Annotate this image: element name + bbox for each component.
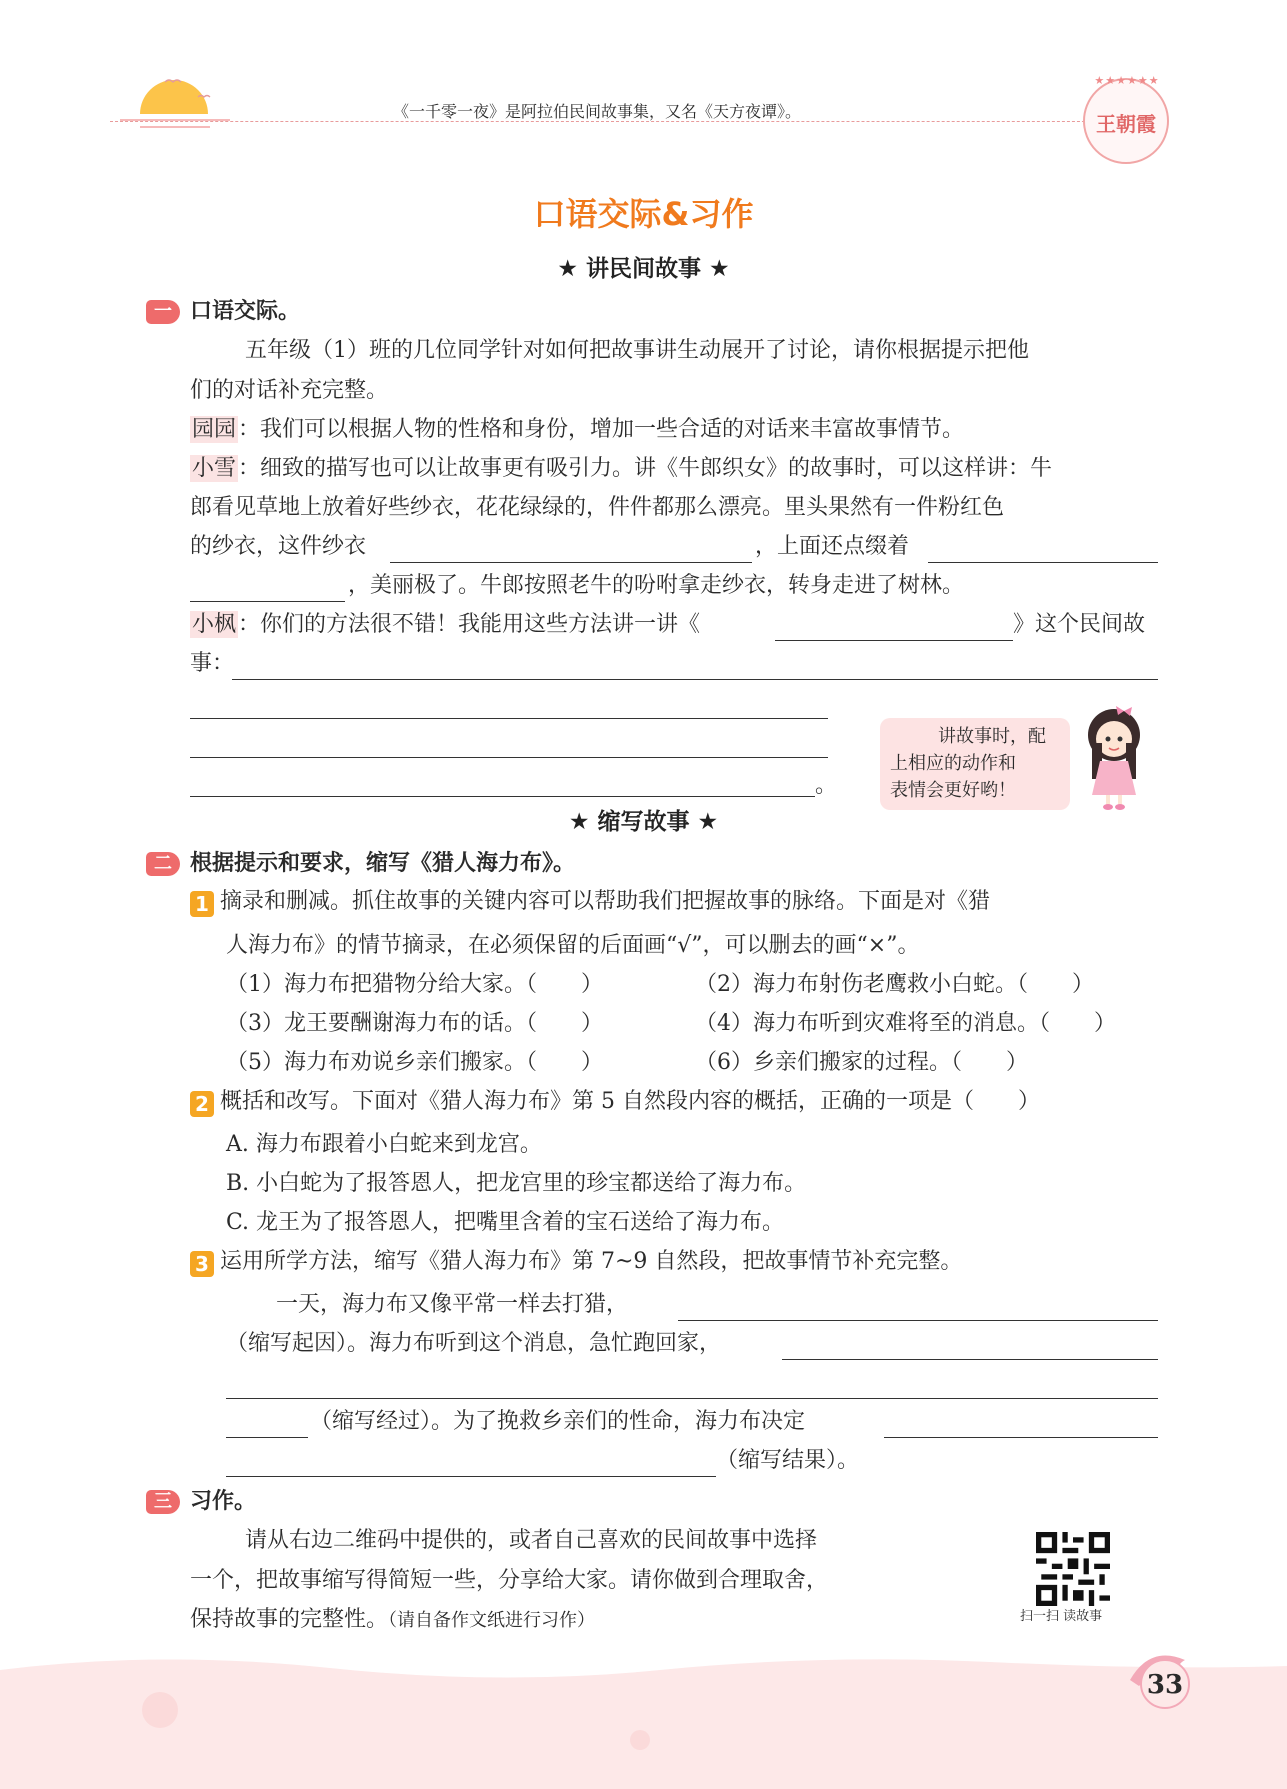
tip-line-2: 上相应的动作和 bbox=[890, 753, 1016, 774]
footer-wave bbox=[0, 1640, 1287, 1789]
blank-line[interactable] bbox=[782, 1359, 1158, 1360]
question-3 bbox=[190, 1251, 962, 1277]
dialog-xiaofeng-line-1b: 》这个民间故 bbox=[1013, 612, 1146, 637]
section-title-2: 根据提示和要求，缩写《猎人海力布》。 bbox=[190, 850, 576, 876]
writing-text: 保持故事的完整性。 bbox=[190, 1607, 389, 1632]
dialog-xiaofeng-line-1 bbox=[190, 614, 700, 636]
question-text: 运用所学方法，缩写《猎人海力布》第 7~9 自然段，把故事情节补充完整。 bbox=[220, 1249, 963, 1274]
dialog-text: ：细致的描写也可以让故事更有吸引力。讲《牛郎织女》的故事时，可以这样讲：牛 bbox=[238, 456, 1053, 481]
blank-line[interactable] bbox=[232, 679, 1158, 680]
blank-line[interactable] bbox=[190, 601, 345, 602]
dialog-xiaoxue-line-3a: 的纱衣，这件纱衣 bbox=[190, 534, 367, 559]
header-rule bbox=[110, 121, 1110, 122]
option-3[interactable]: （3）龙王要酬谢海力布的话。（ ） bbox=[226, 1011, 603, 1036]
tip-line-3: 表情会更好哟！ bbox=[890, 780, 1016, 801]
blank-line[interactable] bbox=[190, 757, 828, 758]
star-icon: ★★★★★★ bbox=[1094, 74, 1160, 87]
blank-line[interactable] bbox=[775, 640, 1013, 641]
qr-caption: 扫一扫 读故事 bbox=[1020, 1609, 1103, 1624]
section-badge-3: 三 bbox=[146, 1490, 180, 1514]
section-badge-2: 二 bbox=[146, 852, 180, 876]
writing-line-2: 一个，把故事缩写得简短一些，分享给大家。请你做到合理取舍， bbox=[190, 1568, 829, 1593]
writing-line-3 bbox=[190, 1609, 595, 1631]
question-2 bbox=[190, 1091, 1040, 1117]
brand-logo bbox=[1083, 74, 1169, 164]
speaker-label: 小枫 bbox=[192, 612, 237, 637]
blank-line[interactable] bbox=[190, 796, 815, 797]
blank-line[interactable] bbox=[390, 562, 752, 563]
blank-line[interactable] bbox=[226, 1476, 716, 1477]
logo-text: 王朝霞 bbox=[1096, 112, 1156, 136]
speaker-label: 园园 bbox=[192, 417, 237, 442]
dialog-xiaoxue-line-1 bbox=[190, 458, 1052, 480]
choice-a[interactable]: A. 海力布跟着小白蛇来到龙宫。 bbox=[226, 1132, 542, 1157]
blank-line[interactable] bbox=[678, 1320, 1158, 1321]
girl-illustration bbox=[1078, 703, 1153, 811]
choice-c[interactable]: C. 龙王为了报答恩人，把嘴里含着的宝石送给了海力布。 bbox=[226, 1210, 785, 1235]
option-4[interactable]: （4）海力布听到灾难将至的消息。（ ） bbox=[695, 1011, 1116, 1036]
blank-line[interactable] bbox=[190, 718, 828, 719]
blank-line[interactable] bbox=[884, 1437, 1158, 1438]
section-title-1: 口语交际。 bbox=[190, 298, 301, 324]
writing-note: （请自备作文纸进行习作） bbox=[388, 1610, 596, 1631]
intro-line-1: 五年级（1）班的几位同学针对如何把故事讲生动展开了讨论，请你根据提示把他 bbox=[245, 338, 1029, 363]
tip-bubble bbox=[880, 718, 1070, 810]
q3-line-1: 一天，海力布又像平常一样去打猎， bbox=[276, 1292, 629, 1317]
question-1-line-2: 人海力布》的情节摘录，在必须保留的后面画“√”，可以删去的画“×”。 bbox=[226, 933, 920, 958]
question-number: 2 bbox=[190, 1091, 214, 1117]
subtitle-tell-stories: ★ 讲民间故事 ★ bbox=[557, 256, 730, 282]
q3-line-5: （缩写结果）。 bbox=[716, 1448, 860, 1473]
dialog-text: ：你们的方法很不错！我能用这些方法讲一讲《 bbox=[238, 612, 701, 637]
blank-line[interactable] bbox=[226, 1398, 1158, 1399]
page-title: 口语交际&习作 bbox=[533, 195, 754, 233]
dialog-xiaoxue-line-3b: ，上面还点缀着 bbox=[755, 534, 910, 559]
question-text: 概括和改写。下面对《猎人海力布》第 5 自然段内容的概括，正确的一项是（ ） bbox=[220, 1089, 1040, 1114]
option-2[interactable]: （2）海力布射伤老鹰救小白蛇。（ ） bbox=[695, 972, 1094, 997]
header-quote: 《一千零一夜》是阿拉伯民间故事集，又名《天方夜谭》。 bbox=[393, 102, 802, 121]
dialog-text: ：我们可以根据人物的性格和身份，增加一些合适的对话来丰富故事情节。 bbox=[238, 417, 965, 442]
question-number: 1 bbox=[190, 891, 214, 917]
dialog-xiaoxue-line-4: ，美丽极了。牛郎按照老牛的吩咐拿走纱衣，转身走进了树林。 bbox=[348, 573, 965, 598]
blank-line[interactable] bbox=[226, 1437, 308, 1438]
section-title-3: 习作。 bbox=[190, 1488, 257, 1514]
question-number: 3 bbox=[190, 1251, 214, 1277]
end-mark: 。 bbox=[815, 773, 838, 798]
intro-line-2: 们的对话补充完整。 bbox=[190, 378, 389, 403]
qr-code-icon[interactable] bbox=[1036, 1532, 1110, 1606]
sunset-decoration bbox=[110, 70, 240, 150]
dialog-xiaoxue-line-2: 郎看见草地上放着好些纱衣，花花绿绿的，件件都那么漂亮。里头果然有一件粉红色 bbox=[190, 495, 1005, 520]
q3-line-2: （缩写起因）。海力布听到这个消息，急忙跑回家， bbox=[226, 1331, 722, 1356]
q3-line-4: （缩写经过）。为了挽救乡亲们的性命，海力布决定 bbox=[310, 1409, 806, 1434]
dialog-xiaofeng-line-2: 事： bbox=[190, 651, 235, 676]
question-1-line-1 bbox=[190, 891, 990, 917]
question-text: 摘录和删减。抓住故事的关键内容可以帮助我们把握故事的脉络。下面是对《猎 bbox=[220, 889, 991, 914]
writing-line-1: 请从右边二维码中提供的，或者自己喜欢的民间故事中选择 bbox=[245, 1528, 818, 1553]
dialog-yuanyuan bbox=[190, 419, 964, 441]
page-number: 33 bbox=[1146, 1670, 1184, 1700]
option-5[interactable]: （5）海力布劝说乡亲们搬家。（ ） bbox=[226, 1050, 603, 1075]
option-6[interactable]: （6）乡亲们搬家的过程。（ ） bbox=[695, 1050, 1028, 1075]
speaker-label: 小雪 bbox=[192, 456, 237, 481]
option-1[interactable]: （1）海力布把猎物分给大家。（ ） bbox=[226, 972, 603, 997]
tip-line-1: 讲故事时，配 bbox=[938, 726, 1046, 747]
choice-b[interactable]: B. 小白蛇为了报答恩人，把龙宫里的珍宝都送给了海力布。 bbox=[226, 1171, 807, 1196]
blank-line[interactable] bbox=[928, 562, 1158, 563]
section-badge-1: 一 bbox=[146, 300, 180, 324]
subtitle-abridge-stories: ★ 缩写故事 ★ bbox=[568, 809, 719, 835]
